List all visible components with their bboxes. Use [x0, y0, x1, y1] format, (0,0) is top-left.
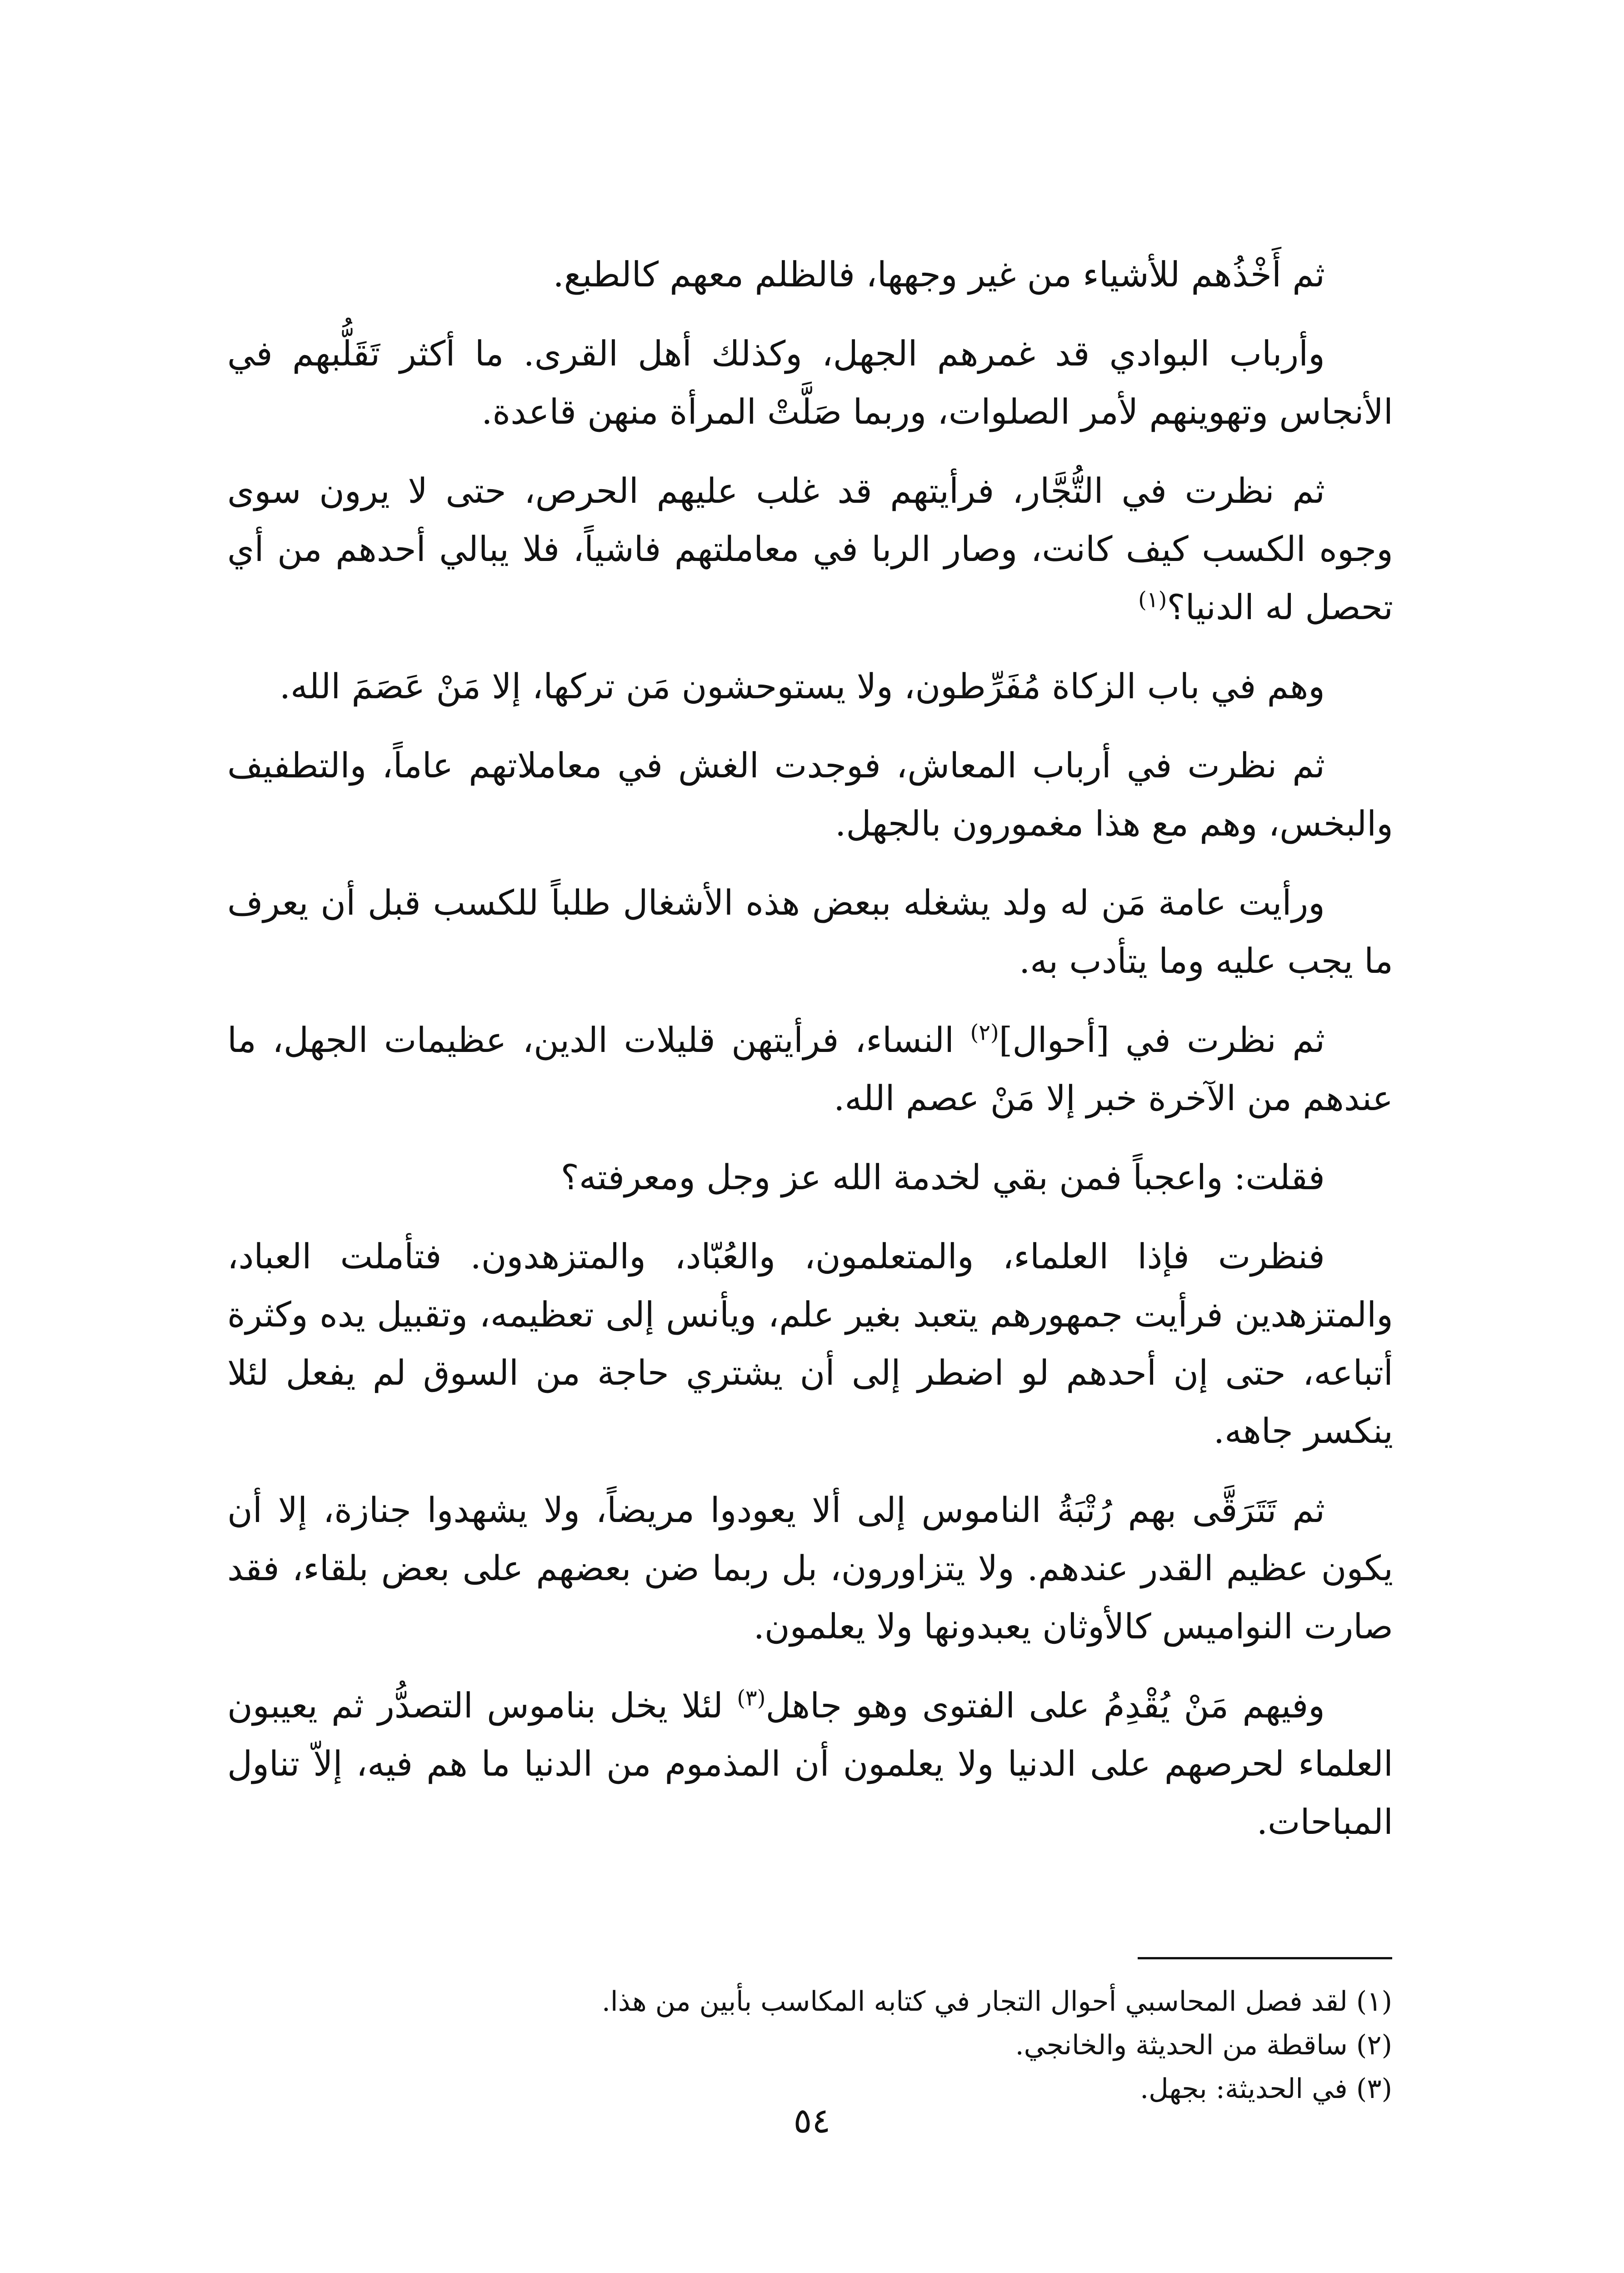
- paragraph-4: وهم في باب الزكاة مُفَرِّطون، ولا يستوحشون مَن تركها، إلا مَنْ عَصَمَ الله.: [279, 666, 1325, 706]
- footnote-ref-3: (٣): [737, 1685, 766, 1711]
- paragraph-3: ثم نظرت في التُّجَّار، فرأيتهم قد غلب عليهم الحرص، حتى لا يرون سوى وجوه الكسب كيف كانت، وصار الربا في معاملتهم فاشياً، فلا يبالي أحدهم من أي تحصل له الدنيا؟$^{(١)}$: [227, 471, 1393, 627]
- paragraph-8: فقلت: واعجباً فمن بقي لخدمة الله عز وجل ومعرفته؟: [560, 1157, 1325, 1197]
- footnotes: [226, 1980, 1392, 2111]
- paragraph-7: ثم نظرت في [أحوال]$^{(٢)}$ النساء، فرأيتهن قليلات الدين، عظيمات الجهل، ما عندهم من الآخرة خبر إلا مَنْ عصم الله.: [227, 1020, 1393, 1118]
- paragraph-11: وفيهم مَنْ يُقْدِمُ على الفتوى وهو جاهل$^{(٣)}$ لئلا يخل بناموس التصدُّر ثم يعيبون العلماء لحرصهم على الدنيا ولا يعلمون أن المذموم من الدنيا ما هم فيه، إلاّ تناول المباحات.: [227, 1685, 1393, 1842]
- footnote-1: (١) لقد فصل المحاسبي أحوال التجار في كتابه المكاسب بأبين من هذا.: [601, 1986, 1392, 2018]
- footnote-3: (٣) في الحديثة: بجهل.: [1140, 2073, 1392, 2105]
- main-text: [227, 245, 1393, 1872]
- paragraph-5: ثم نظرت في أرباب المعاش، فوجدت الغش في معاملاتهم عاماً، والتطفيف والبخس، وهم مع هذا مغمورون بالجهل.: [227, 745, 1393, 844]
- footnote-ref-2: (٢): [970, 1020, 999, 1046]
- footnote-divider: [1138, 1957, 1392, 1959]
- paragraph-1: ثم أَخْذُهم للأشياء من غير وجهها، فالظلم معهم كالطبع.: [553, 254, 1325, 295]
- footnote-2: (٢) ساقطة من الحديثة والخانجي.: [1015, 2029, 1392, 2061]
- footnote-ref-1: (١): [1138, 587, 1167, 613]
- paragraph-2: وأرباب البوادي قد غمرهم الجهل، وكذلك أهل القرى. ما أكثر تَقَلُّبهم في الأنجاس وتهوينهم لأمر الصلوات، وربما صَلَّتْ المرأة منهن قاعدة.: [227, 333, 1393, 432]
- paragraph-6: ورأيت عامة مَن له ولد يشغله ببعض هذه الأشغال طلباً للكسب قبل أن يعرف ما يجب عليه وما يتأدب به.: [227, 882, 1393, 981]
- paragraph-10: ثم تَتَرَقَّى بهم رُتْبَةُ الناموس إلى ألا يعودوا مريضاً، ولا يشهدوا جنازة، إلا أن يكون عظيم القدر عندهم. ولا يتزاورون، بل ربما ضن بعضهم على بعض بلقاء، فقد صارت النواميس كالأوثان يعبدونها ولا يعلمون.: [227, 1490, 1393, 1647]
- paragraph-9: فنظرت فإذا العلماء، والمتعلمون، والعُبّاد، والمتزهدون. فتأملت العباد، والمتزهدين فرأيت جمهورهم يتعبد بغير علم، ويأنس إلى تعظيمه، وتقبيل يده وكثرة أتباعه، حتى إن أحدهم لو اضطر إلى أن يشتري حاجة من السوق لم يفعل لئلا ينكسر جاهه.: [227, 1236, 1393, 1451]
- page-number: ٥٤: [793, 2100, 831, 2141]
